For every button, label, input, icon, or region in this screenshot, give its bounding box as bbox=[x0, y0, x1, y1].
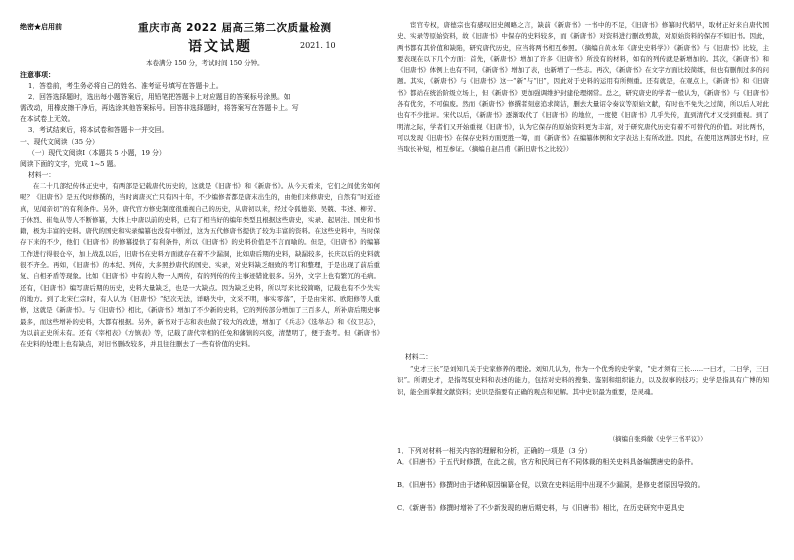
notice-item: 1．答卷前，考生务必将自己的姓名、准考证号填写在答题卡上。 bbox=[28, 82, 223, 90]
subsection-heading: （一）现代文阅读Ⅰ（本题共 5 小题，19 分） bbox=[28, 149, 166, 157]
subject-title: 语文试题 bbox=[188, 39, 252, 55]
option-b: B．《旧唐书》修撰时由于诸种原因编纂仓促，以致在史料运用中出现不少漏洞，是修史者原因导致的。 bbox=[397, 481, 705, 489]
notice-title: 注意事项： bbox=[20, 70, 55, 79]
notice-item: 需改动，用橡皮擦干净后，再选涂其他答案标号。回答非选择题时，将答案写在答题卡上。写 bbox=[20, 104, 299, 112]
exam-date: 2021. 10 bbox=[300, 41, 336, 50]
question-1: 1．下列对材料一相关内容的理解和分析，正确的一项是（3 分） bbox=[397, 447, 592, 455]
score-line: 本卷满分 150 分，考试时间 150 分钟。 bbox=[146, 59, 264, 67]
notice-item: 2．回答选择题时，选出每小题答案后，用铅笔把答题卡上对应题目的答案标号涂黑。如 bbox=[28, 93, 291, 101]
secret-mark: 绝密★启用前 bbox=[20, 22, 62, 31]
material-two-source: （摘编自张舜徽《史学三书平议》） bbox=[609, 436, 707, 443]
material-one-continued: 宦官专权，唐德宗也有感叹旧史阙略之言，缺前《新唐书》一书中的不足，《旧唐书》修纂时代稍早，取材正好来自唐代国史、实录等原始资料，故《旧唐书》中保存的史料较多，而《新唐书》对资料进行删改剪裁，对原始资料的保存不如旧书。因此，两书都有其价值和缺陷，研究唐代历史，应当将两书相互参照。（摘编自黄永年《唐史史料学》）《新唐书》与《旧唐书》比较，主要表现在以下几个方面：首先，《新唐书》增加了许多《旧唐书》所没有的材料，如有的列传就是新增加的。其次，《新唐书》和《旧唐书》体例上也有不同，《新唐书》增加了表，也新增了一些志。再次，《新唐书》在文字方面比较简练，但也有删削过多的问题。其实，《新唐书》与《旧唐书》这一“新”与“旧”，因此对于史料的运用有所侧重。还有就是，在观点上，《新唐书》和《旧唐书》都站在统治阶级立场上，但《新唐书》更加强调维护封建伦理纲常。总之，研究唐史的学者一般认为，《新唐书》与《旧唐书》各有优劣，不可偏废。然而《新唐书》修撰者刻意追求简洁，删去大量诏令奏议等原始文献，有时也不免失之过简，所以后人对此也有不少批评。宋代以后，《新唐书》逐渐取代了《旧唐书》的地位，一度使《旧唐书》几乎失传，直到清代才又受到重视。到了明清之际，学者们又开始重视《旧唐书》，认为它保存的原始资料更为丰富，对于研究唐代历史有着不可替代的价值。对比两书，可以发现《旧唐书》在保存史料方面更胜一筹，而《新唐书》在编纂体例和文字表达上有所改进。因此，在使用这两部史书时，应当取长补短，相互参证。（摘编自赵吕甫《新旧唐书之比较》） bbox=[397, 21, 769, 154]
exam-title: 重庆市高 2022 届高三第二次质量检测 bbox=[138, 22, 332, 34]
reading-instruction: 阅读下面的文字，完成 1~5 题。 bbox=[20, 160, 121, 168]
notice-item: 在本试卷上无效。 bbox=[20, 115, 75, 123]
material-two-label: 材料二： bbox=[405, 353, 433, 361]
material-label: 材料一： bbox=[28, 171, 56, 179]
option-a: A．《旧唐书》于五代时修撰，在此之前，官方和民间已有不同体裁的相关史料具备编撰唐史的条件。 bbox=[397, 458, 698, 466]
material-two-text: “史才三长”是刘知几关于史家修养的理论。刘知几认为，作为一个优秀的史学家，“史才须有三长……一曰才，二曰学，三曰识”。所谓史才，是指驾驭史料和表述的能力，包括对史料的搜集、鉴别和组织能力，以及叙事的技巧；史学是指具有广博的知识，能全面掌握文献资料；史识是指要有正确的观点和见解。其中史识最为重要，是灵魂。 bbox=[397, 365, 769, 396]
notice-item: 3．考试结束后，将本试卷和答题卡一并交回。 bbox=[28, 126, 169, 134]
material-one-text: 在二十几部纪传体正史中，有两部是记载唐代历史的，这就是《旧唐书》和《新唐书》。从今天看来，它们之间优劣如何呢？《旧唐书》是五代时修撰的，当时离唐灭亡只有四十年，不少编修者都是唐末出生的，由他们来修唐史，自然有“时近迹真，见闻亲切”的有利条件。另外，唐代官方修史制度很重视自己的历史，从唐初以来，经过令狐德棻、吴兢、韦述、柳芳、于休烈、崔龟从等人不断修纂，大体上中唐以前的史料，已有了相当好的编年类型且根据这些唐史，实录、起居注、国史和书籍，极为丰富的史料。唐代的国史和实录编纂也没有中断过，这为五代修唐书提供了较为丰富的资料。在这些史料中，当时保存下来的不少，他们《旧唐书》的修纂提供了有利条件，所以《旧唐书》的史料价值是不言而喻的。但是，《旧唐书》的编纂工作进行得很仓卒，加上战乱以后，旧唐书在史料方面就存在着不少漏洞，比如唐后期的史料，缺漏较多，长庆以后的史料就很不齐全。再如，《旧唐书》的本纪、列传，大多照抄唐代的国史、实录，对史料缺乏细致的考订和整理，于是出现了前后重复、自相矛盾等现象。比如《旧唐书》中有的人物一人两传，有的列传的传主事迹错讹很多。另外，文字上也有繁冗的毛病。还有，《旧唐书》编写唐后期的历史，史料大量缺乏，也是一大缺点。因为缺乏史料，所以写来比较简略，记载也有不少失实的地方。到了北宋仁宗时，有人认为《旧唐书》“纪次无法，详略失中，文采不明，事实零落”，于是由宋祁、欧阳修等人重修，这就是《新唐书》。与《旧唐书》相比，《新唐书》增加了不少新的史料，它的列传部分增加了三百多人，所补唐后期史事最多，而这些增补的史料，大都有根据。另外，新书对于志和表也做了较大的改进，增加了《兵志》《选举志》和《仪卫志》，为以前正史所未有。还有《宰相表》《方镇表》等，记载了唐代宰相的任免和藩镇的兴废，清楚明了，便于查考。但《新唐书》在史料的处理上也有缺点，对旧书删改较多，并且往往删去了一些有价值的史料。 bbox=[20, 182, 380, 349]
section-heading: 一、现代文阅读（35 分） bbox=[20, 138, 99, 146]
option-c: C．《新唐书》修撰时增补了不少新发现的唐后期史料，与《旧唐书》相比，在历史研究中更具史 bbox=[397, 504, 685, 512]
